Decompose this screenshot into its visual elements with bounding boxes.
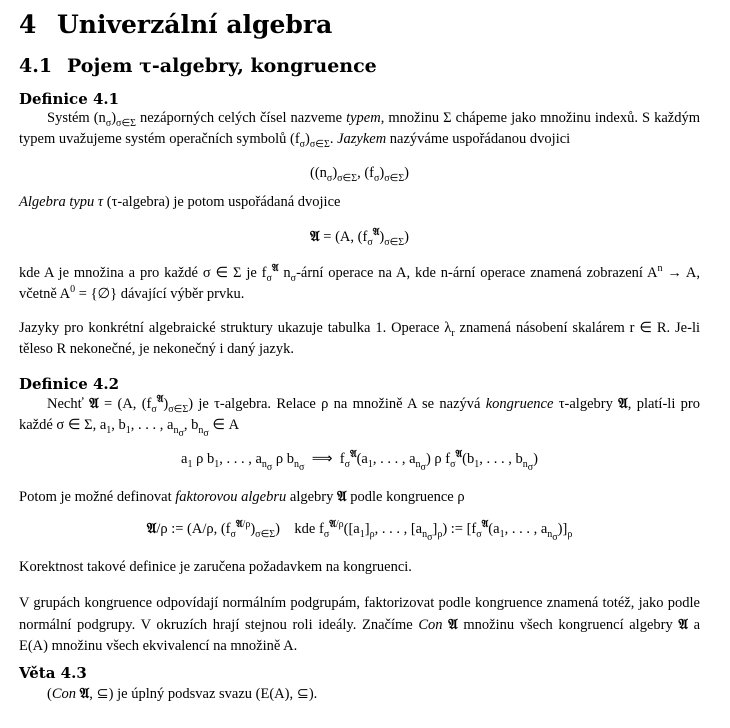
definition-4-1-paragraph-3: kde A je množina a pro každé σ ∈ Σ je $f_\sigma^𝔄$ $n_\sigma$-ární operace na A, kde n-ární operace znamená zobrazení $A^n \to A$, včetně $A^0$ = {∅} dávající výběr prvku. bbox=[19, 263, 701, 302]
section-number: 4.1 bbox=[19, 55, 53, 77]
section-title: Pojem τ-algebry, kongruence bbox=[67, 55, 377, 77]
theorem-4-3-statement: (Con 𝔄, ⊆) je úplný podsvaz svazu (E(A), ⊆). bbox=[47, 685, 318, 702]
factor-algebra-formula: 𝔄/ρ := (A/ρ, $(f_\sigma^{𝔄/\rho})_{\sigma\in\Sigma}$) kde $f_\sigma^{𝔄/\rho}([a_1]_\rho$, . . . , $[a_{n_\sigma}]_\rho$) := [$f_\sigma^𝔄(a_1$, . . . , $a_{n_\sigma})]_\rho$ bbox=[146, 519, 573, 543]
chapter-title: Univerzální algebra bbox=[57, 10, 333, 39]
definition-4-2-paragraph-1: Nechť 𝔄 = (A, $(f_\sigma^𝔄)_{\sigma\in\Sigma}$) je τ-algebra. Relace ρ na množině A se nazývá kongruence τ-algebry 𝔄, platí-li pro každé σ ∈ Σ, $a_1$, $b_1$, . . . , $a_{n_\sigma}$, $b_{n_\sigma}$ ∈ A bbox=[19, 394, 700, 439]
language-pair-formula: ($(n_\sigma)_{\sigma\in\Sigma}$, $(f_\sigma)_{\sigma\in\Sigma}$) bbox=[310, 165, 409, 184]
chapter-number: 4 bbox=[19, 10, 37, 39]
definition-4-1-heading: Definice 4.1 bbox=[19, 90, 120, 108]
definition-4-1-paragraph-4: Jazyky pro konkrétní algebraické struktury ukazuje tabulka 1. Operace $\lambda_r$ znamená násobení skalárem r ∈ R. Je-li těleso R nekonečné, je nekonečný i daný jazyk. bbox=[19, 320, 700, 357]
chapter-heading bbox=[19, 10, 700, 39]
algebra-pair-formula: 𝔄 = (A, $(f_\sigma^𝔄)_{\sigma\in\Sigma}$) bbox=[310, 227, 409, 248]
definition-4-1-paragraph-2: Algebra typu τ (τ-algebra) je potom uspořádaná dvojice bbox=[19, 194, 341, 210]
definition-4-2-paragraph-2: Potom je možné definovat faktorovou algebru algebry 𝔄 podle kongruence ρ bbox=[19, 488, 465, 505]
theorem-4-3-heading: Věta 4.3 bbox=[19, 664, 87, 682]
definition-4-1-paragraph-1: Systém $(n_\sigma)_{\sigma\in\Sigma}$ nezáporných celých čísel nazveme typem, množinu Σ chápeme jako množinu indexů. S každým typem uvažujeme systém operačních symbolů $(f_\sigma)_{\sigma\in\Sigma}$. Jazykem nazýváme uspořádanou dvojici bbox=[19, 110, 700, 150]
definition-4-2-paragraph-3: Korektnost takové definice je zaručena požadavkem na kongruenci. bbox=[19, 559, 412, 575]
congruence-condition-formula: $a_1$ ρ $b_1$, . . . , $a_{n_\sigma}$ ρ $b_{n_\sigma}$ ⟹ $f_\sigma^𝔄(a_1$, . . . , $a_{n_\sigma}$) ρ $f_\sigma^𝔄(b_1$, . . . , $b_{n_\sigma}$) bbox=[181, 449, 538, 473]
definition-4-2-paragraph-4: V grupách kongruence odpovídají normálním podgrupám, faktorizovat podle kongruence znamená totéž, jako podle normální podgrupy. V okruzích hrají stejnou roli ideály. Značíme Con 𝔄 množinu všech kongruencí algebry 𝔄 a E(A) množinu všech ekvivalencí na množině A. bbox=[19, 595, 701, 654]
definition-4-2-heading: Definice 4.2 bbox=[19, 375, 120, 393]
section-heading bbox=[19, 55, 700, 77]
